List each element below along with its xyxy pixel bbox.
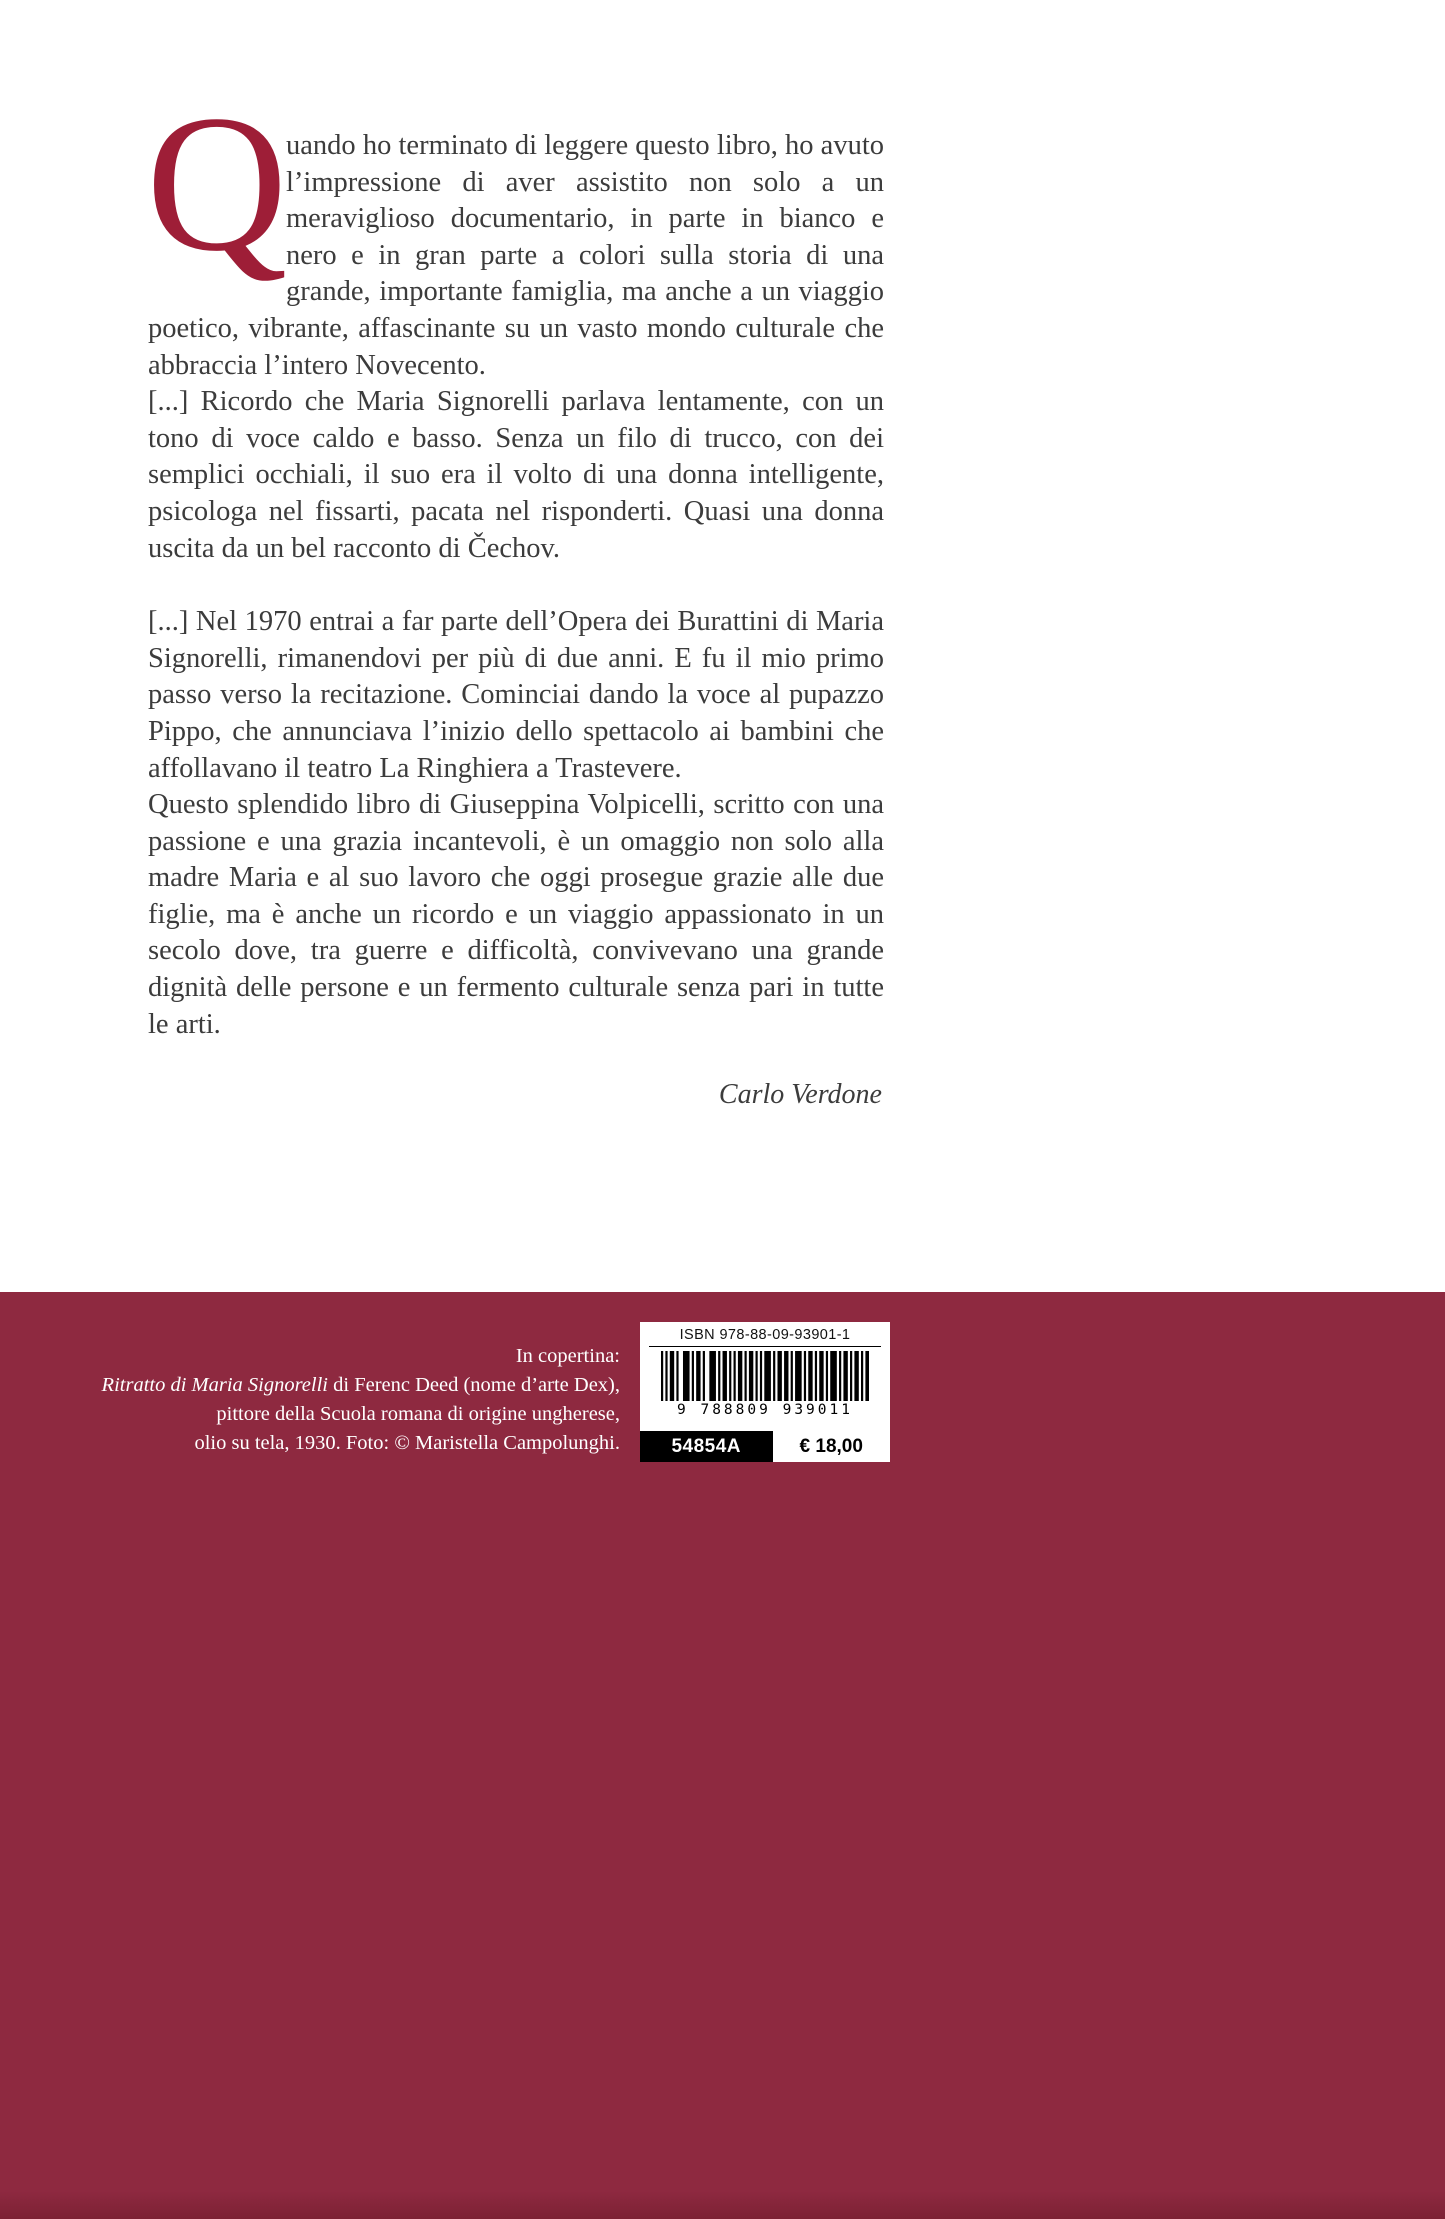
credits-line-2-rest: di Ferenc Deed (nome d’arte Dex), [328, 1374, 620, 1396]
bottom-band [0, 1292, 1445, 2219]
credits-line-1: In copertina: [515, 1345, 620, 1367]
publisher-code: 54854A [640, 1431, 773, 1462]
paragraph-2: [...] Ricordo che Maria Signorelli parlava lentamente, con un tono di voce caldo e basso. Senza un filo di trucco, con dei semplici occhiali, il suo era il volto di una donna intelligente, psicologa nel fissarti, pacata nel risponderti. Quasi una donna uscita da un bel racconto di Čechov. [148, 386, 884, 564]
isbn-box [640, 1322, 890, 1462]
isbn-digits: 9 788809 939011 [677, 1402, 853, 1418]
credits-line-4: olio su tela, 1930. Foto: © Maristella Campolunghi. [194, 1432, 620, 1454]
credits-artwork-title: Ritratto di Maria Signorelli [101, 1374, 328, 1396]
isbn-bottom-row [640, 1431, 890, 1462]
paragraph-3: [...] Nel 1970 entrai a far parte dell’Opera dei Burattini di Maria Signorelli, rimanendovi per più di due anni. E fu il mio primo passo verso la recitazione. Cominciai dando la voce al pupazzo Pippo, che annunciava l’inizio dello spettacolo ai bambini che affollavano il teatro La Ringhiera a Trastevere. [148, 606, 884, 784]
isbn-label: ISBN 978-88-09-93901-1 [649, 1327, 881, 1347]
drop-cap-letter: Q [146, 75, 288, 292]
credits-line-2 [40, 1371, 620, 1400]
paragraph-4: Questo splendido libro di Giuseppina Volpicelli, scritto con una passione e una grazia incantevoli, è un omaggio non solo alla madre Maria e al suo lavoro che oggi prosegue grazie alle due figlie, ma è anche un ricordo e un viaggio appassionato in un secolo dove, tra guerre e difficoltà, convivevano una grande dignità delle persone e un fermento culturale senza pari in tutte le arti. [148, 789, 884, 1040]
blurb-text-block [146, 75, 884, 1114]
signature: Carlo Verdone [718, 1079, 882, 1111]
cover-credits [40, 1342, 620, 1458]
paragraph-1 [146, 75, 884, 384]
price: € 18,00 [773, 1431, 891, 1462]
credits-line-3: pittore della Scuola romana di origine ungherese, [216, 1403, 620, 1425]
paragraph-1-text: uando ho terminato di leggere questo libro, ho avuto l’impressione di aver assistito non solo a un meraviglioso documentario, in parte in bianco e nero e in gran parte a colori sulla storia di una grande, importante famiglia, ma anche a un viaggio poetico, vibrante, affascinante su un vasto mondo culturale che abbraccia l’intero Novecento. [148, 130, 884, 381]
barcode-icon [661, 1351, 870, 1401]
